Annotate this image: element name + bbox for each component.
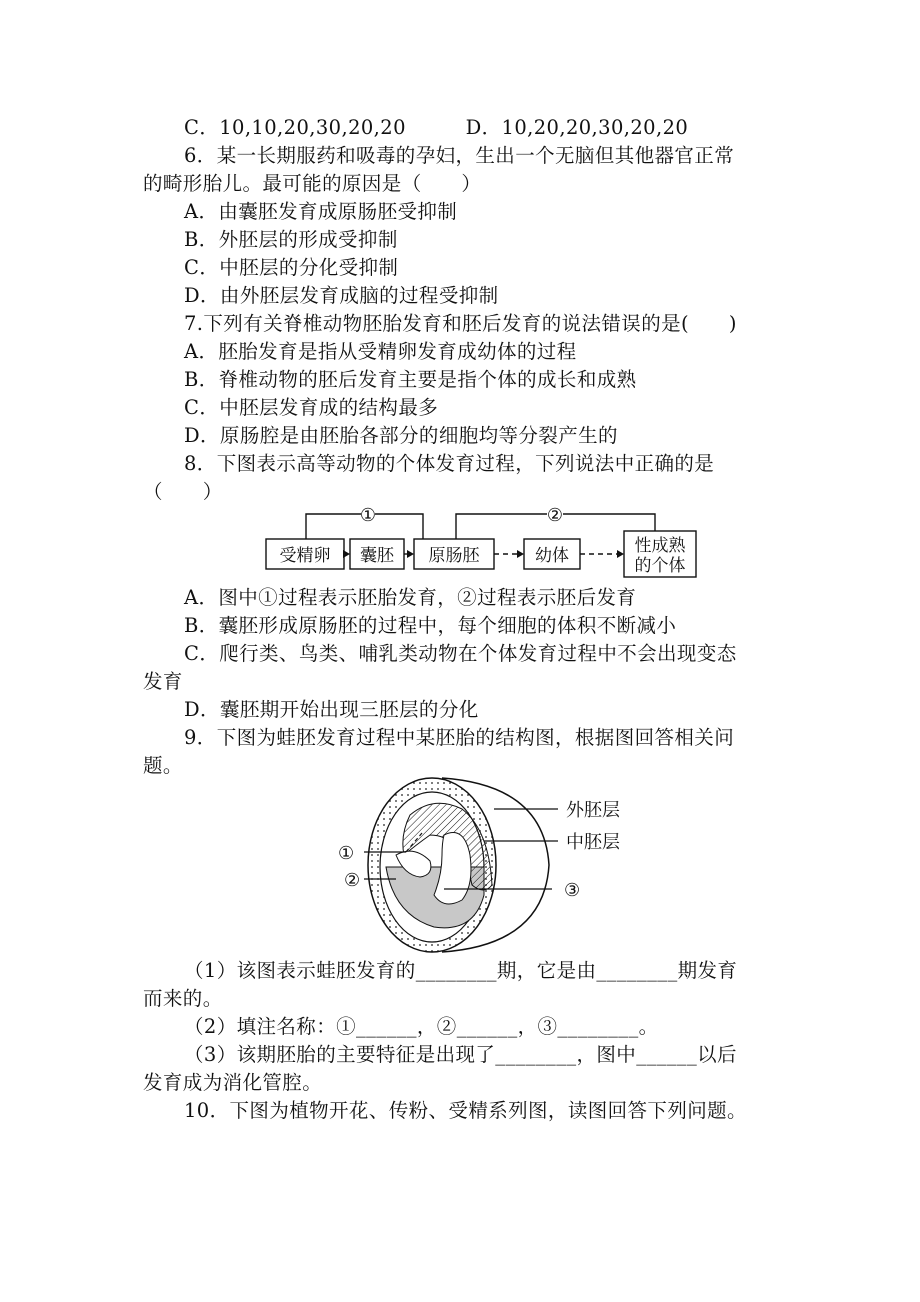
box-zygote: 受精卵 — [279, 546, 331, 566]
question-8-line2: （ ） — [143, 480, 223, 503]
question-9-line2: 题。 — [143, 754, 183, 777]
frog-gastrula-diagram — [334, 775, 634, 955]
question-6-line2: 的畸形胎儿。最可能的原因是（ ） — [143, 172, 482, 195]
question-9-part1-line2: 而来的。 — [143, 987, 223, 1010]
question-7: 7.下列有关脊椎动物胚胎发育和胚后发育的说法错误的是( ) — [184, 312, 737, 335]
question-8-line1: 8．下图表示高等动物的个体发育过程，下列说法中正确的是 — [184, 452, 715, 475]
label-3: ③ — [564, 880, 581, 901]
question-9-part2: （2）填注名称：①______，②______，③________。 — [184, 1015, 659, 1038]
question-9-part3-line2: 发育成为消化管腔。 — [143, 1071, 323, 1094]
label-mesoderm: 中胚层 — [566, 832, 620, 853]
option-c-q5: C．10,10,20,30,20,20 D．10,20,20,30,20,20 — [184, 116, 689, 139]
box-blastula: 囊胚 — [360, 546, 394, 566]
option-d-q7: D．原肠腔是由胚胎各部分的细胞均等分裂产生的 — [184, 424, 618, 447]
label-2: ② — [344, 870, 361, 891]
option-a-q7: A．胚胎发育是指从受精卵发育成幼体的过程 — [184, 340, 577, 363]
box-adult-line1: 性成熟 — [634, 536, 686, 556]
label-ectoderm: 外胚层 — [566, 800, 620, 821]
option-b-q6: B．外胚层的形成受抑制 — [184, 228, 398, 251]
box-adult-line2: 的个体 — [634, 556, 686, 576]
process-2-label: ② — [546, 505, 564, 526]
process-1-label: ① — [359, 505, 377, 526]
question-9-part3-line1: （3）该期胚胎的主要特征是出现了________，图中______以后 — [184, 1043, 737, 1066]
option-d-q8: D．囊胚期开始出现三胚层的分化 — [184, 698, 479, 721]
question-9-part1-line1: （1）该图表示蛙胚发育的________期，它是由________期发育 — [184, 959, 738, 982]
option-b-q8: B．囊胚形成原肠胚的过程中，每个细胞的体积不断减小 — [184, 614, 677, 637]
box-gastrula: 原肠胚 — [428, 546, 480, 566]
option-c-q7: C．中胚层发育成的结构最多 — [184, 396, 439, 419]
option-b-q7: B．脊椎动物的胚后发育主要是指个体的成长和成熟 — [184, 368, 637, 391]
question-10: 10．下图为植物开花、传粉、受精系列图，读图回答下列问题。 — [184, 1099, 747, 1122]
label-1: ① — [338, 843, 355, 864]
development-flow-diagram — [262, 503, 702, 581]
option-c-q8-line2: 发育 — [143, 670, 183, 693]
question-9-line1: 9．下图为蛙胚发育过程中某胚胎的结构图，根据图回答相关问 — [184, 726, 735, 749]
box-juvenile: 幼体 — [535, 546, 569, 566]
question-6-line1: 6．某一长期服药和吸毒的孕妇，生出一个无脑但其他器官正常 — [184, 144, 735, 167]
option-a-q6: A．由囊胚发育成原肠胚受抑制 — [184, 200, 458, 223]
option-c-q6: C．中胚层的分化受抑制 — [184, 256, 399, 279]
option-c-q8-line1: C．爬行类、鸟类、哺乳类动物在个体发育过程中不会出现变态 — [184, 642, 737, 665]
option-a-q8: A．图中①过程表示胚胎发育，②过程表示胚后发育 — [184, 586, 637, 609]
option-d-q6: D．由外胚层发育成脑的过程受抑制 — [184, 284, 499, 307]
